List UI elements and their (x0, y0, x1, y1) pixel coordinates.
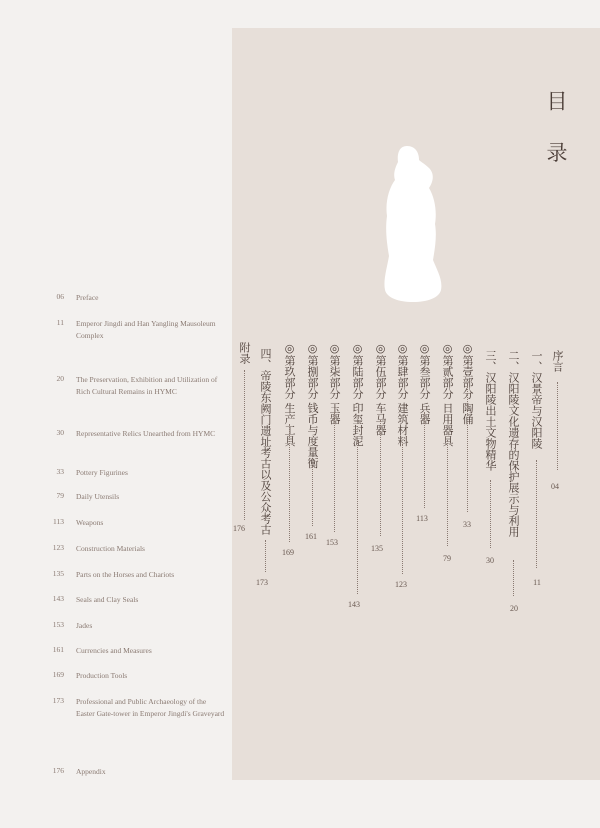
toc-entry-cn: 序言 (551, 350, 564, 372)
toc-page-number: 173 (256, 578, 268, 587)
toc-title: Jades (76, 621, 93, 630)
toc-page-number: 33 (56, 467, 64, 476)
toc-title: Parts on the Horses and Chariots (76, 570, 175, 579)
toc-page-number: 153 (52, 620, 64, 629)
toc-page-number: 135 (371, 544, 383, 553)
toc-leader-dots (402, 444, 403, 574)
toc-title: Construction Materials (76, 544, 145, 553)
page-title: 目 录 (544, 90, 568, 175)
toc-entry-cn: 一、汉景帝与汉阳陵 (530, 350, 543, 449)
toc-entry-cn: 三、汉阳陵出土文物精华 (484, 350, 497, 471)
toc-page-number: 20 (56, 374, 64, 383)
toc-entry-cn: ◎第捌部分 钱币与度量衡 (306, 342, 319, 469)
toc-title: Representative Relics Unearthed from HYMC (76, 429, 216, 438)
toc-leader-dots (490, 480, 491, 548)
toc-leader-dots (357, 440, 358, 594)
toc-title: The Preservation, Exhibition and Utilization of Rich Cultural Remains in HYMC (76, 375, 218, 396)
toc-leader-dots (380, 420, 381, 536)
toc-title: Preface (76, 293, 99, 302)
toc-title: Currencies and Measures (76, 646, 152, 655)
toc-page-number: 176 (233, 524, 245, 533)
toc-page-number: 33 (463, 520, 471, 529)
toc-leader-dots (557, 382, 558, 470)
toc-page-number: 169 (52, 670, 64, 679)
toc-page-number: 79 (56, 491, 64, 500)
toc-entry-cn: ◎第伍部分 车马器 (374, 342, 387, 436)
toc-leader-dots (289, 424, 290, 542)
toc-page-number: 04 (551, 482, 559, 491)
toc-title: Weapons (76, 518, 104, 527)
toc-leader-dots (265, 540, 266, 572)
toc-page-number: 113 (416, 514, 428, 523)
toc-entry-cn: ◎第陆部分 印玺封泥 (351, 342, 364, 447)
toc-page-number: 79 (443, 554, 451, 563)
toc-entry-cn: ◎第肆部分 建筑材料 (396, 342, 409, 447)
toc-leader-dots (447, 440, 448, 546)
toc-leader-dots (536, 460, 537, 568)
toc-title: Production Tools (76, 671, 128, 680)
toc-title: Pottery Figurines (76, 468, 128, 477)
toc-leader-dots (244, 370, 245, 520)
toc-page-number: 30 (486, 556, 494, 565)
figurine-silhouette (377, 144, 447, 304)
toc-leader-dots (424, 412, 425, 508)
toc-page-number: 20 (510, 604, 518, 613)
toc-page-number: 169 (282, 548, 294, 557)
toc-title: Daily Utensils (76, 492, 120, 501)
toc-page-number: 143 (52, 594, 64, 603)
toc-entry-cn: ◎第叁部分 兵器 (418, 342, 431, 425)
toc-entry-cn: 附录 (238, 342, 251, 364)
toc-title: Seals and Clay Seals (76, 595, 139, 604)
toc-entry-cn: 四、帝陵东阙门遗址考古以及公众考古 (259, 348, 272, 535)
toc-leader-dots (513, 560, 514, 596)
toc-page-number: 11 (533, 578, 541, 587)
toc-title: Emperor Jingdi and Han Yangling Mausoleum Complex (76, 319, 216, 340)
toc-title: Appendix (76, 767, 106, 776)
toc-page-number: 153 (326, 538, 338, 547)
toc-leader-dots (312, 466, 313, 526)
english-contents (0, 0, 232, 828)
toc-page-number: 123 (52, 543, 64, 552)
toc-leader-dots (334, 412, 335, 532)
toc-page-number: 06 (56, 292, 64, 301)
toc-page-number: 11 (56, 318, 64, 327)
toc-page-number: 161 (52, 645, 64, 654)
toc-page-number: 113 (53, 517, 64, 526)
toc-entry-cn: 二、汉阳陵文化遗存的保护展示与利用 (507, 350, 520, 537)
toc-page-number: 161 (305, 532, 317, 541)
toc-entry-cn: ◎第柒部分 玉器 (328, 342, 341, 425)
toc-entry-cn: ◎第贰部分 日用器具 (441, 342, 454, 447)
toc-page-number: 135 (52, 569, 64, 578)
toc-page-number: 123 (395, 580, 407, 589)
toc-page-number: 143 (348, 600, 360, 609)
toc-entry-cn: ◎第玖部分 生产工具 (283, 342, 296, 447)
toc-page-number: 176 (52, 766, 64, 775)
toc-entry-cn: ◎第壹部分 陶俑 (461, 342, 474, 425)
toc-page-number: 173 (52, 696, 64, 705)
toc-title: Professional and Public Archaeology of the Easter Gate-tower in Emperor Jingdi's Graveyard (76, 697, 225, 718)
toc-page-number: 30 (56, 428, 64, 437)
toc-leader-dots (467, 386, 468, 512)
